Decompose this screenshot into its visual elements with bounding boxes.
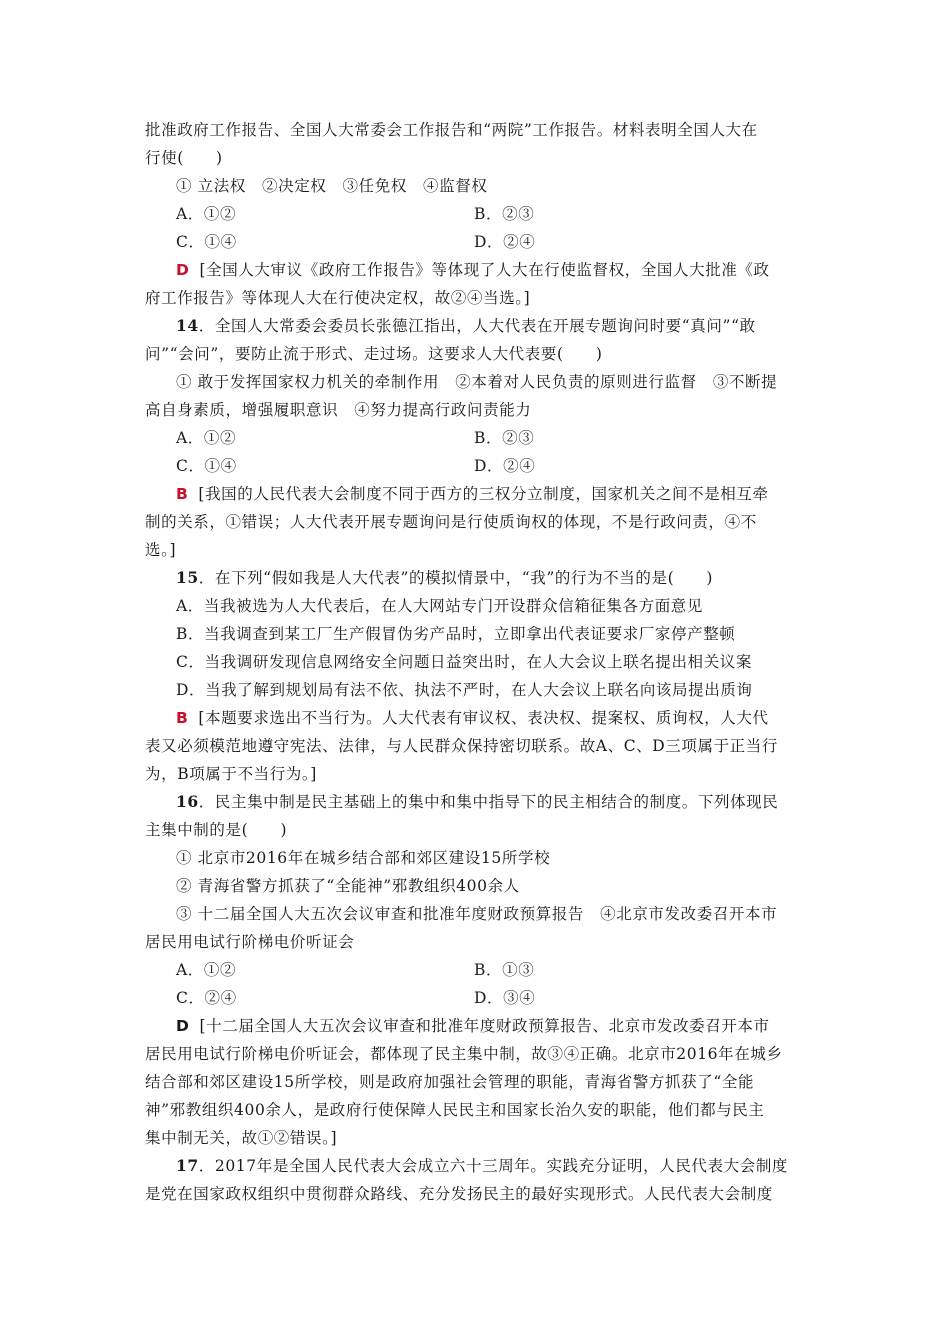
q16-explanation-line3: 结合部和郊区建设15所学校，则是政府加强社会管理的职能，青海省警方抓获了“全能 <box>145 1073 755 1091</box>
q13-option-b: B．②③ <box>474 205 535 223</box>
q14-items-line2: 高自身素质，增强履职意识 ④努力提高行政问责能力 <box>145 401 532 419</box>
q14-explanation-line2: 制的关系，①错误；人大代表开展专题询问是行使质询权的体现，不是行政问责，④不 <box>145 513 757 531</box>
q15-explanation-line3: 为，B项属于不当行为。] <box>145 765 317 783</box>
q14-explanation-text: [我国的人民代表大会制度不同于西方的三权分立制度，国家机关之间不是相互牵 <box>198 485 769 503</box>
q14-items-line1: ① 敢于发挥国家权力机关的牵制作用 ②本着对人民负责的原则进行监督 ③不断提 <box>176 373 778 391</box>
q13-items: ① 立法权 ②决定权 ③任免权 ④监督权 <box>176 177 488 195</box>
q16-explanation-line2: 居民用电试行阶梯电价听证会，都体现了民主集中制，故③④正确。北京市2016年在城乡 <box>145 1045 783 1063</box>
q16-answer: D <box>176 1017 190 1035</box>
q13-option-a: A．①② <box>176 205 237 223</box>
q14-option-b: B．②③ <box>474 429 535 447</box>
q16-item-1: ① 北京市2016年在城乡结合部和郊区建设15所学校 <box>176 849 551 867</box>
q14-option-c: C．①④ <box>176 457 237 475</box>
q16-stem-line1 <box>176 792 778 812</box>
q14-stem-line2: 问”“会问”，要防止流于形式、走过场。这要求人大代表要( ) <box>145 345 603 363</box>
q15-explanation-line2: 表又必须模范地遵守宪法、法律，与人民群众保持密切联系。故A、C、D三项属于正当行 <box>145 737 778 755</box>
q15-option-b: B．当我调查到某工厂生产假冒伪劣产品时，立即拿出代表证要求厂家停产整顿 <box>176 625 736 643</box>
q15-number: 15 <box>176 568 199 587</box>
q13-explanation-line2: 府工作报告》等体现人大在行使决定权，故②④当选。] <box>145 289 531 307</box>
q15-answer: B <box>176 709 189 727</box>
q17-stem-line1 <box>176 1156 788 1176</box>
q14-number: 14 <box>176 316 199 335</box>
q16-item-2: ② 青海省警方抓获了“全能神”邪教组织400余人 <box>176 877 520 895</box>
q16-item-3-line1: ③ 十二届全国人大五次会议审查和批准年度财政预算报告 ④北京市发改委召开本市 <box>176 905 778 923</box>
q16-explanation-line4: 神”邪教组织400余人，是政府行使保障人民民主和国家长治久安的职能，他们都与民主 <box>145 1101 765 1119</box>
q17-stem-text: ．2017年是全国人民代表大会成立六十三周年。实践充分证明，人民代表大会制度 <box>198 1157 789 1175</box>
q13-option-d: D．②④ <box>474 233 536 251</box>
q16-explanation-text: [十二届全国人大五次会议审查和批准年度财政预算报告、北京市发改委召开本市 <box>199 1017 770 1035</box>
q15-option-d: D．当我了解到规划局有法不依、执法不严时，在人大会议上联名向该局提出质询 <box>176 681 753 699</box>
q13-explanation-text: [全国人大审议《政府工作报告》等体现了人大在行使监督权，全国人大批准《政 <box>199 261 770 279</box>
q15-stem <box>176 568 713 588</box>
q13-explanation-line1 <box>176 260 770 280</box>
q13-stem-line1: 批准政府工作报告、全国人大常委会工作报告和“两院”工作报告。材料表明全国人大在 <box>145 121 758 139</box>
q14-option-a: A．①② <box>176 429 237 447</box>
q13-answer: D <box>176 261 190 279</box>
q15-option-c: C．当我调研发现信息网络安全问题日益突出时，在人大会议上联名提出相关议案 <box>176 653 752 671</box>
q15-option-a: A．当我被选为人大代表后，在人大网站专门开设群众信箱征集各方面意见 <box>176 597 703 615</box>
q16-option-a: A．①② <box>176 961 237 979</box>
q14-stem-text: ．全国人大常委会委员长张德江指出，人大代表在开展专题询问时要“真问”“敢 <box>198 317 756 335</box>
q16-option-b: B．①③ <box>474 961 535 979</box>
q16-option-d: D．③④ <box>474 989 536 1007</box>
q16-option-c: C．②④ <box>176 989 237 1007</box>
q16-explanation-line1 <box>176 1016 770 1036</box>
q16-stem-text: ．民主集中制是民主基础上的集中和集中指导下的民主相结合的制度。下列体现民 <box>198 793 779 811</box>
q14-explanation-line1 <box>176 484 769 504</box>
q15-stem-text: ．在下列“假如我是人大代表”的模拟情景中，“我”的行为不当的是( ) <box>198 569 714 587</box>
q15-explanation-text: [本题要求选出不当行为。人大代表有审议权、表决权、提案权、质询权，人大代 <box>198 709 769 727</box>
q14-explanation-line3: 选。] <box>145 541 177 559</box>
q14-stem-line1 <box>176 316 756 336</box>
q13-stem-line2: 行使( ) <box>145 149 223 167</box>
q16-item-3-line2: 居民用电试行阶梯电价听证会 <box>145 933 355 951</box>
q17-number: 17 <box>176 1156 199 1175</box>
q15-explanation-line1 <box>176 708 769 728</box>
q16-explanation-line5: 集中制无关，故①②错误。] <box>145 1129 338 1147</box>
q16-number: 16 <box>176 792 199 811</box>
q14-answer: B <box>176 485 189 503</box>
q14-option-d: D．②④ <box>474 457 536 475</box>
q13-option-c: C．①④ <box>176 233 237 251</box>
q16-stem-line2: 主集中制的是( ) <box>145 821 288 839</box>
q17-stem-line2: 是党在国家政权组织中贯彻群众路线、充分发扬民主的最好实现形式。人民代表大会制度 <box>145 1185 773 1203</box>
